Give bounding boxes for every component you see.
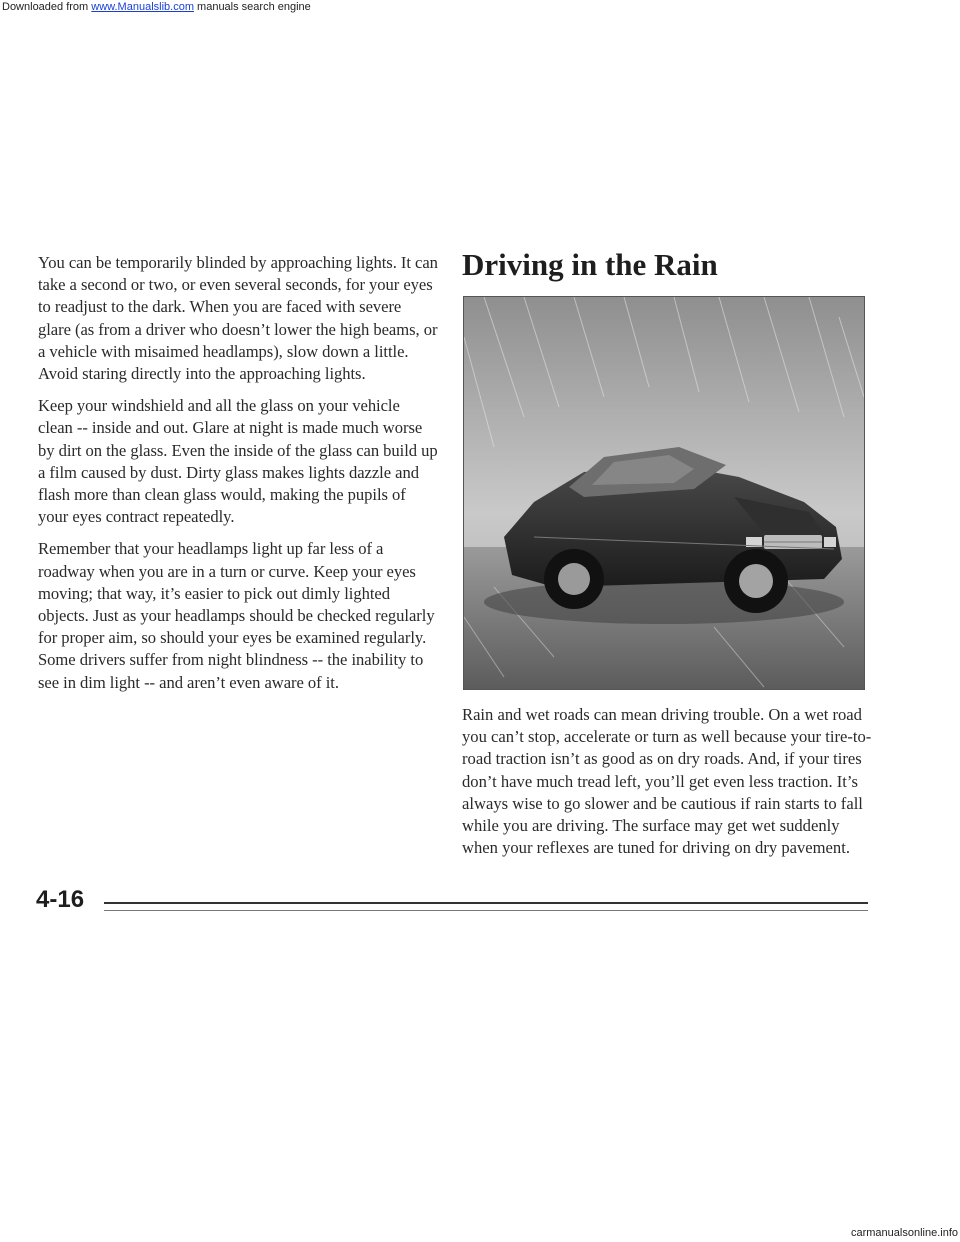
banner-prefix: Downloaded from: [2, 1, 92, 13]
paragraph-windshield: Keep your windshield and all the glass on your vehicle clean -- inside and out. Glare at night is made much worse by dirt on the glass. Even the inside of the glass can build up a film caused by dust. Dirty glass makes lights dazzle and flash more than clean glass would, making the pupils of your eyes contract repeatedly.: [38, 396, 438, 527]
page-number: 4-16: [36, 886, 85, 913]
paragraph-glare: You can be temporarily blinded by approaching lights. It can take a second or two, or even several seconds, for your eyes to readjust to the dark. When you are faced with severe glare (as from a driver who doesn’t lower the high beams, or a vehicle with misaimed headlamps), slow down a little. Avoid staring directly into the approaching lights.: [38, 253, 438, 384]
rain-illustration-svg: [464, 297, 864, 689]
download-banner: [2, 0, 311, 14]
footer-rule-thin: [104, 910, 868, 911]
section-heading: Driving in the Rain: [462, 247, 718, 282]
paragraph-rain: Rain and wet roads can mean driving trouble. On a wet road you can’t stop, accelerate or turn as well because your tire-to-road traction isn’t as good as on dry roads. And, if your tires don’t have much tread left, you’ll get even less traction. It’s always wise to go slower and be cautious if rain starts to fall while you are driving. The surface may get wet suddenly when your reflexes are tuned for driving on dry pavement.: [462, 705, 872, 858]
right-column: [462, 704, 872, 859]
paragraph-headlamps: Remember that your headlamps light up far less of a roadway when you are in a turn or curve. Keep your eyes moving; that way, it’s easier to pick out dimly lighted objects. Just as your headlamps should be checked regularly for proper aim, so should your eyes be examined regularly. Some drivers suffer from night blindness -- the inability to see in dim light -- and aren’t even aware of it.: [38, 539, 435, 692]
footer-rule-thick: [104, 902, 868, 904]
footer-watermark: carmanualsonline.info: [850, 1227, 958, 1239]
left-column: [38, 252, 438, 704]
manualslib-link[interactable]: www.Manualslib.com: [91, 1, 194, 13]
banner-suffix: manuals search engine: [193, 1, 311, 13]
car-in-rain-illustration: [463, 296, 865, 690]
